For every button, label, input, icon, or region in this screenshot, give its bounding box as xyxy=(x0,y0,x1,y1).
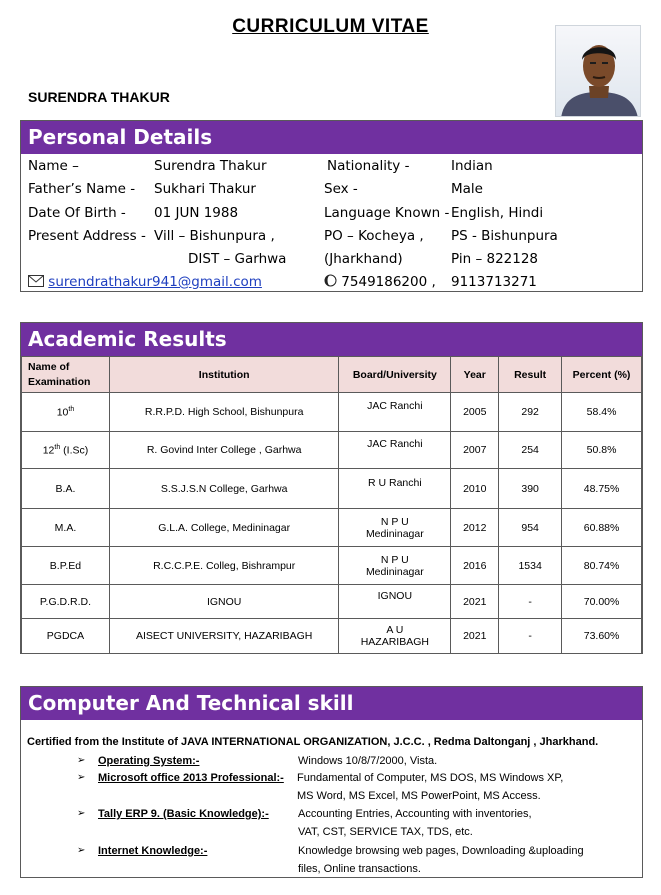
board-line1: A U xyxy=(386,624,404,636)
ps-value: PS - Bishunpura xyxy=(451,228,558,244)
email-link[interactable]: surendrathakur941@gmail.com xyxy=(48,274,262,290)
profile-photo xyxy=(555,25,641,117)
cell-exam xyxy=(22,469,110,509)
cell-exam xyxy=(22,547,110,585)
cell-exam xyxy=(22,619,110,654)
cell-institution: R.C.C.P.E. Colleg, Bishrampur xyxy=(109,547,338,585)
table-row xyxy=(22,509,642,547)
board-line2: Medininagar xyxy=(365,565,424,578)
cell-exam xyxy=(22,585,110,619)
board-line2: HAZARIBAGH xyxy=(360,636,429,648)
po-value: PO – Kocheya , xyxy=(324,228,424,244)
internet-line1: Knowledge browsing web pages, Downloading &uploading xyxy=(298,845,584,857)
cell-institution: R.R.P.D. High School, Bishunpura xyxy=(109,393,338,432)
board-line1: JAC Ranchi xyxy=(367,438,423,450)
candidate-name: SURENDRA THAKUR xyxy=(28,89,170,105)
table-row xyxy=(22,469,642,509)
cell-percent: 73.60% xyxy=(562,619,642,654)
board-line1: N P U xyxy=(380,553,409,566)
personal-details-heading: Personal Details xyxy=(21,121,642,154)
cell-result: 254 xyxy=(499,432,562,469)
cell-exam xyxy=(22,509,110,547)
cell-percent: 70.00% xyxy=(562,585,642,619)
cell-result: 390 xyxy=(499,469,562,509)
dob-label: Date Of Birth - xyxy=(28,205,126,221)
exam-name: 12 xyxy=(42,444,55,457)
pin-value: Pin – 822128 xyxy=(451,251,539,267)
phone-number-1: 7549186200 , xyxy=(341,274,436,290)
board-line1: JAC Ranchi xyxy=(367,400,423,412)
table-row xyxy=(22,547,642,585)
cell-percent: 80.74% xyxy=(562,547,642,585)
cell-percent: 58.4% xyxy=(562,393,642,432)
address-line2: DIST – Garhwa xyxy=(188,251,287,267)
cell-institution: G.L.A. College, Medininagar xyxy=(109,509,338,547)
cell-institution: S.S.J.S.N College, Garhwa xyxy=(109,469,338,509)
cell-board xyxy=(339,585,451,619)
academic-table-header xyxy=(22,357,642,393)
internet-line2: files, Online transactions. xyxy=(298,863,421,875)
os-value: Windows 10/8/7/2000, Vista. xyxy=(298,755,438,767)
header-result: Result xyxy=(499,357,562,393)
cell-year: 2010 xyxy=(451,469,499,509)
envelope-icon xyxy=(28,275,44,287)
cell-board xyxy=(339,509,451,547)
computer-skills-section xyxy=(20,686,643,878)
exam-suffix: (I.Sc) xyxy=(60,444,89,457)
sex-value: Male xyxy=(451,181,483,197)
cell-result: - xyxy=(499,619,562,654)
personal-details-section xyxy=(20,120,643,292)
os-label: Operating System:- xyxy=(98,755,200,767)
header-year: Year xyxy=(451,357,499,393)
cell-year: 2012 xyxy=(451,509,499,547)
header-exam: Name of Examination xyxy=(22,357,110,393)
name-label: Name – xyxy=(28,158,79,174)
phone-icon xyxy=(324,274,337,287)
tally-line2: VAT, CST, SERVICE TAX, TDS, etc. xyxy=(298,826,473,838)
cell-board xyxy=(339,619,451,654)
table-row xyxy=(22,585,642,619)
cell-percent: 48.75% xyxy=(562,469,642,509)
exam-name: P.G.D.R.D. xyxy=(39,595,92,608)
office-line1: Fundamental of Computer, MS DOS, MS Windows XP, xyxy=(297,772,564,784)
office-line2: MS Word, MS Excel, MS PowerPoint, MS Access. xyxy=(297,790,541,802)
bullet-arrow-icon: ➢ xyxy=(77,772,86,783)
table-row xyxy=(22,432,642,469)
address-label: Present Address - xyxy=(28,228,146,244)
academic-table xyxy=(21,356,642,654)
cell-percent: 50.8% xyxy=(562,432,642,469)
board-line1: IGNOU xyxy=(377,589,413,602)
cell-board xyxy=(339,469,451,509)
address-line1: Vill – Bishunpura , xyxy=(154,228,275,244)
email-row xyxy=(28,274,262,290)
bullet-arrow-icon: ➢ xyxy=(77,755,86,766)
table-row xyxy=(22,393,642,432)
cell-institution: R. Govind Inter College , Garhwa xyxy=(109,432,338,469)
cell-year: 2016 xyxy=(451,547,499,585)
name-value: Surendra Thakur xyxy=(154,158,267,174)
cell-board xyxy=(339,393,451,432)
tally-label: Tally ERP 9. (Basic Knowledge):- xyxy=(98,808,269,820)
nationality-value: Indian xyxy=(451,158,493,174)
cell-year: 2005 xyxy=(451,393,499,432)
exam-name: 10 xyxy=(56,406,69,419)
language-value: English, Hindi xyxy=(451,205,544,221)
cell-result: 292 xyxy=(499,393,562,432)
cell-board xyxy=(339,547,451,585)
state-value: (Jharkhand) xyxy=(324,251,403,267)
cell-result: 954 xyxy=(499,509,562,547)
dob-value: 01 JUN 1988 xyxy=(154,205,239,221)
exam-name: B.P.Ed xyxy=(49,559,82,572)
exam-name: PGDCA xyxy=(46,630,85,642)
academic-results-heading: Academic Results xyxy=(21,323,642,356)
cell-result: 1534 xyxy=(499,547,562,585)
title-text: CURRICULUM VITAE xyxy=(232,16,429,37)
cell-institution: IGNOU xyxy=(109,585,338,619)
exam-name: B.A. xyxy=(55,482,76,495)
cell-exam xyxy=(22,393,110,432)
cell-year: 2021 xyxy=(451,585,499,619)
header-percent: Percent (%) xyxy=(562,357,642,393)
exam-superscript: th xyxy=(54,443,61,451)
bullet-arrow-icon: ➢ xyxy=(77,808,86,819)
nationality-label: Nationality - xyxy=(327,158,410,174)
phone-number-2: 9113713271 xyxy=(451,274,537,290)
cell-board xyxy=(339,432,451,469)
computer-skills-heading: Computer And Technical skill xyxy=(21,687,642,720)
portrait-image xyxy=(556,26,641,117)
bullet-arrow-icon: ➢ xyxy=(77,845,86,856)
board-line2: Medininagar xyxy=(365,527,424,540)
father-name-value: Sukhari Thakur xyxy=(154,181,256,197)
sex-label: Sex - xyxy=(324,181,358,197)
office-label: Microsoft office 2013 Professional:- xyxy=(98,772,284,784)
phone-row xyxy=(324,274,436,290)
cell-percent: 60.88% xyxy=(562,509,642,547)
header-board: Board/University xyxy=(339,357,451,393)
header-institution: Institution xyxy=(109,357,338,393)
board-line1: N P U xyxy=(380,515,409,528)
cell-exam xyxy=(22,432,110,469)
internet-label: Internet Knowledge:- xyxy=(98,845,208,857)
table-row xyxy=(22,619,642,654)
father-name-label: Father’s Name - xyxy=(28,181,136,197)
cell-institution: AISECT UNIVERSITY, HAZARIBAGH xyxy=(109,619,338,654)
academic-results-section xyxy=(20,322,643,654)
exam-superscript: th xyxy=(68,405,75,413)
tally-line1: Accounting Entries, Accounting with inventories, xyxy=(298,808,532,820)
board-line1: R U Ranchi xyxy=(368,476,422,489)
cell-year: 2021 xyxy=(451,619,499,654)
exam-name: M.A. xyxy=(54,521,77,534)
certification-statement: Certified from the Institute of JAVA INTERNATIONAL ORGANIZATION, J.C.C. , Redma Daltonganj , Jharkhand. xyxy=(27,736,599,748)
cell-year: 2007 xyxy=(451,432,499,469)
cell-result: - xyxy=(499,585,562,619)
language-label: Language Known - xyxy=(324,205,450,221)
